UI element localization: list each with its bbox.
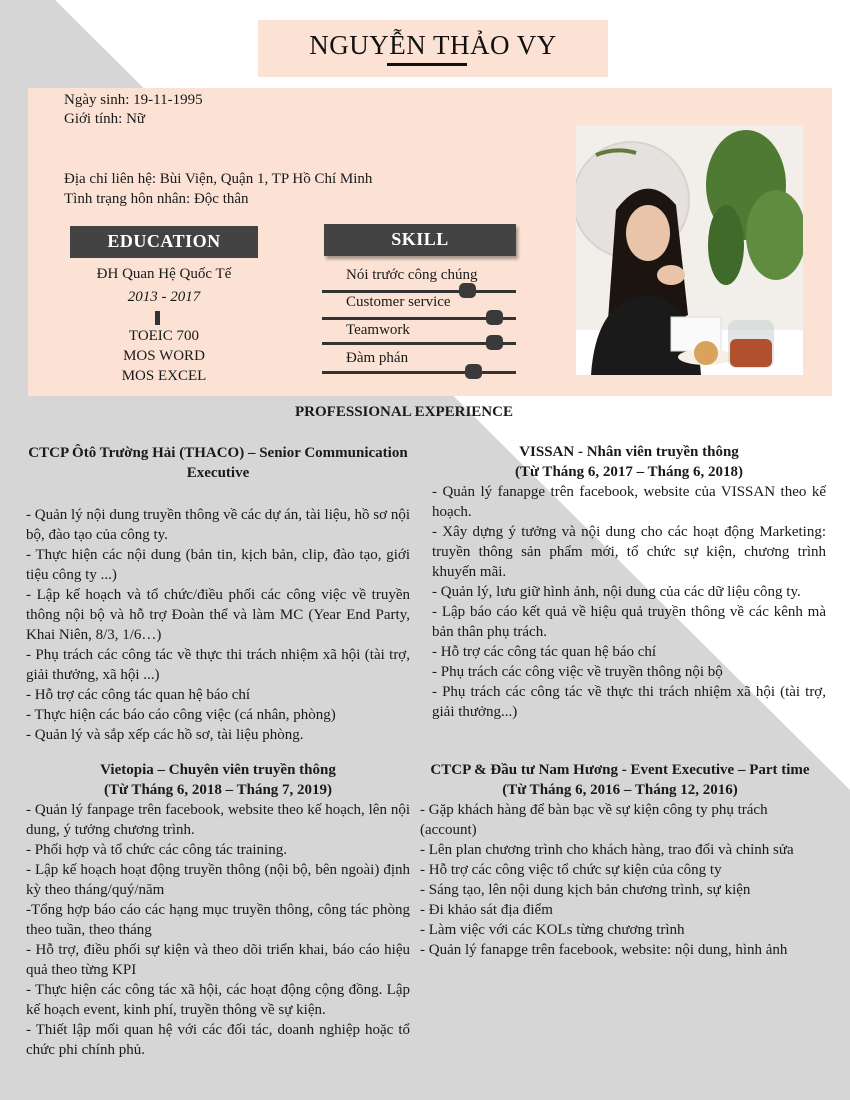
- skill-level-knob: [459, 283, 476, 298]
- job-duty: - Xây dựng ý tưởng và nội dung cho các hoạt động Marketing: truyền thông sản phẩm mới, tổ chức sự kiện, chương trình khuyến mãi.: [432, 524, 826, 580]
- name-underline: [387, 63, 467, 66]
- job-duty: - Hỗ trợ các công việc tổ chức sự kiện của công ty: [420, 862, 722, 878]
- gender: Giới tính: Nữ: [64, 111, 146, 127]
- job-title: VISSAN - Nhân viên truyền thông: [519, 444, 739, 460]
- job-duty: - Thực hiện các công tác xã hội, các hoạt động cộng đồng. Lập kế hoạch event, kinh phí, truyền thông về sự kiện.: [26, 982, 410, 1018]
- skill-level-knob: [486, 310, 503, 325]
- address: Địa chỉ liên hệ: Bùi Viện, Quận 1, TP Hồ Chí Minh: [64, 171, 373, 187]
- dob: Ngày sinh: 19-11-1995: [64, 92, 203, 108]
- job-vietopia: [26, 760, 410, 1060]
- job-duty: - Quản lý và sắp xếp các hồ sơ, tài liệu phòng.: [26, 727, 304, 743]
- job-duty: - Phụ trách các công việc về truyền thông nội bộ: [432, 664, 723, 680]
- skill-heading: SKILL: [324, 224, 516, 256]
- job-period: (Từ Tháng 6, 2017 – Tháng 6, 2018): [514, 464, 744, 480]
- job-duty: - Thực hiện các nội dung (bản tin, kịch bản, clip, đào tạo, giới tiệu công ty ...): [26, 547, 410, 583]
- job-title: CTCP Ôtô Trường Hải (THACO) – Senior Communication Executive: [28, 445, 408, 481]
- job-duty: - Lên plan chương trình cho khách hàng, trao đổi và chỉnh sửa: [420, 842, 794, 858]
- job-period: (Từ Tháng 6, 2016 – Tháng 12, 2016): [502, 782, 738, 798]
- job-duty: - Hỗ trợ, điều phối sự kiện và theo dõi triển khai, báo cáo hiệu quả theo từng KPI: [26, 942, 410, 978]
- job-period: (Từ Tháng 6, 2018 – Tháng 7, 2019): [103, 782, 333, 798]
- job-duty: - Quản lý fanapge trên facebook, website: nội dung, hình ảnh: [420, 942, 788, 958]
- job-duty: - Quản lý fanapge trên facebook, website của VISSAN theo kế hoạch.: [432, 484, 826, 520]
- job-title: Vietopia – Chuyên viên truyền thông: [100, 762, 336, 778]
- job-duty: - Lập kế hoạch hoạt động truyền thông (nội bộ, bên ngoài) định kỳ theo tháng/quý/năm: [26, 862, 410, 898]
- education-divider: [155, 311, 160, 325]
- job-duty: - Quản lý nội dung truyền thông về các dự án, tài liệu, hồ sơ nội bộ, đào tạo của công ty.: [26, 507, 410, 543]
- job-duty: - Phụ trách các công tác về thực thi trách nhiệm xã hội (tài trợ, giải thưởng...): [432, 684, 826, 720]
- job-duty: - Hỗ trợ các công tác quan hệ báo chí: [432, 644, 657, 660]
- job-duty: - Quản lý, lưu giữ hình ảnh, nội dung của các dữ liệu công ty.: [432, 584, 801, 600]
- skill-level-knob: [465, 364, 482, 379]
- marital-status: Tình trạng hôn nhân: Độc thân: [64, 191, 249, 207]
- experience-heading: PROFESSIONAL EXPERIENCE: [295, 404, 513, 420]
- job-duty: - Làm việc với các KOLs từng chương trình: [420, 922, 685, 938]
- education-school: ĐH Quan Hệ Quốc Tế: [96, 266, 232, 282]
- job-duty: - Thực hiện các báo cáo công việc (cá nhân, phòng): [26, 707, 336, 723]
- job-duty: - Lập kế hoạch và tổ chức/điều phối các công việc về truyền thông nội bộ và hỗ trợ Đoàn thể và làm MC (Year End Party, Khai Niên, 8/3, 1/6…): [26, 587, 410, 643]
- profile-photo: [576, 125, 803, 375]
- education-heading: EDUCATION: [70, 226, 258, 258]
- job-title: CTCP & Đầu tư Nam Hương - Event Executive – Part time: [430, 762, 810, 778]
- job-namhuong: [420, 760, 820, 960]
- name-banner: [258, 20, 608, 77]
- job-vissan: [432, 442, 826, 722]
- job-duty: -Tổng hợp báo cáo các hạng mục truyền thông, công tác phòng theo tuần, theo tháng: [26, 902, 410, 938]
- job-duty: - Lập báo cáo kết quả về hiệu quả truyền thông về các kênh mà bản thân phụ trách.: [432, 604, 826, 640]
- full-name: NGUYỄN THẢO VY: [309, 30, 557, 60]
- job-duty: - Thiết lập mối quan hệ với các đối tác, doanh nghiệp hoặc tổ chức phi chính phủ.: [26, 1022, 410, 1058]
- job-duty: - Gặp khách hàng để bàn bạc về sự kiện công ty phụ trách (account): [420, 802, 768, 838]
- skill-level-knob: [486, 335, 503, 350]
- job-duty: - Phụ trách các công tác về thực thi trách nhiệm xã hội (tài trợ, giải thưởng, xã hội ...): [26, 647, 410, 683]
- skill-label: Đàm phán: [346, 350, 409, 366]
- education-cert: MOS EXCEL: [121, 368, 207, 384]
- job-thaco: [26, 443, 410, 745]
- skill-label: Customer service: [346, 294, 451, 310]
- education-years: 2013 - 2017: [127, 289, 201, 305]
- job-duty: - Sáng tạo, lên nội dung kịch bản chương trình, sự kiện: [420, 882, 751, 898]
- education-cert: TOEIC 700: [128, 328, 200, 344]
- job-duty: - Phối hợp và tổ chức các công tác training.: [26, 842, 287, 858]
- education-cert: MOS WORD: [123, 348, 205, 364]
- job-duty: - Hỗ trợ các công tác quan hệ báo chí: [26, 687, 251, 703]
- skill-label: Teamwork: [346, 322, 410, 338]
- skill-label: Nói trước công chúng: [346, 267, 478, 283]
- skill-bar-track: [322, 371, 516, 374]
- job-duty: - Đi khảo sát địa điểm: [420, 902, 553, 918]
- job-duty: - Quản lý fanpage trên facebook, website theo kế hoạch, lên nội dung, ý tưởng chương trình.: [26, 802, 410, 838]
